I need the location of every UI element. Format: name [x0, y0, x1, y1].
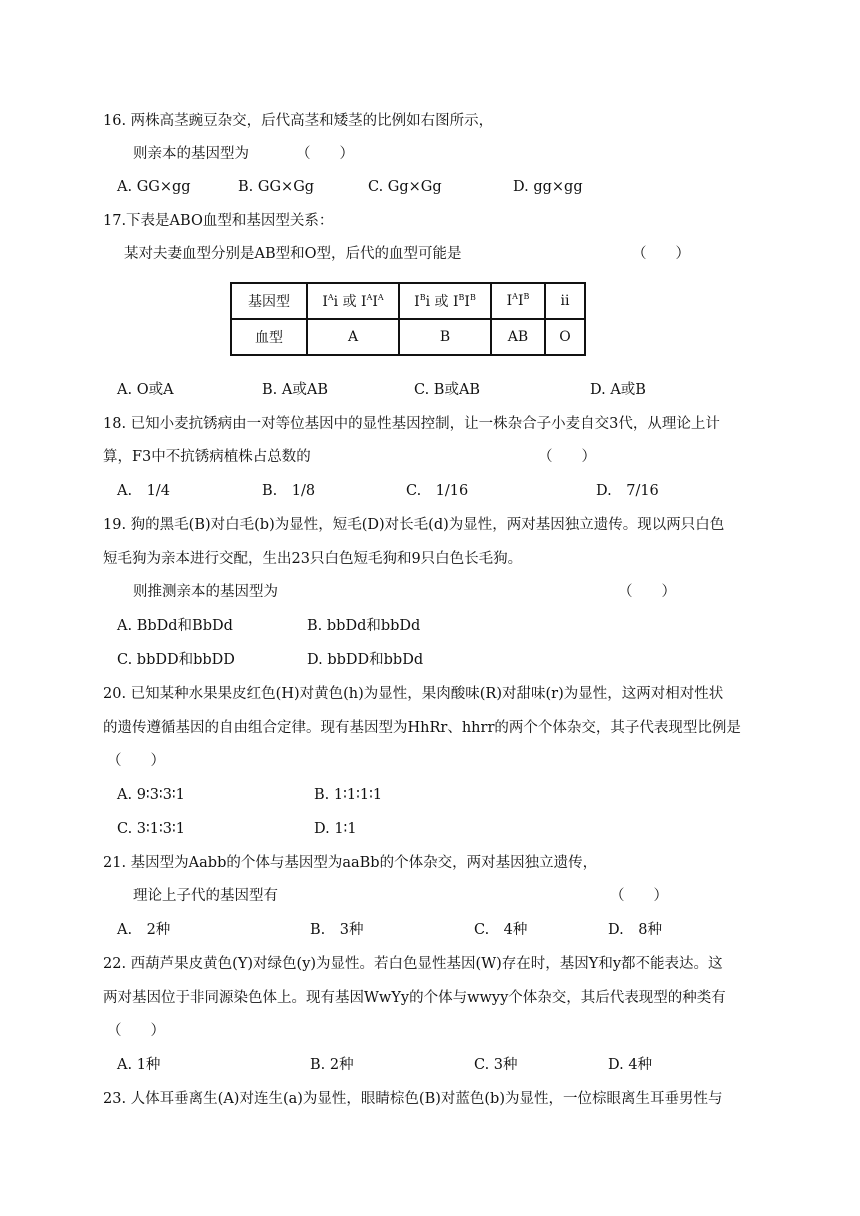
- q22-option-b[interactable]: B. 2种: [310, 1057, 354, 1073]
- q16-option-b[interactable]: B. GG×Gg: [238, 179, 315, 195]
- q22-stem: 22. 西葫芦果皮黄色(Y)对绿色(y)为显性。若白色显性基因(W)存在时，基因Y和y都不能表达。这: [103, 956, 723, 972]
- q22-option-d[interactable]: D. 4种: [608, 1057, 653, 1073]
- q22-option-c[interactable]: C. 3种: [474, 1057, 518, 1073]
- genotype-o: ii: [545, 283, 585, 319]
- q19-bracket: （ ）: [618, 584, 676, 600]
- q23-stem: 23. 人体耳垂离生(A)对连生(a)为显性，眼睛棕色(B)对蓝色(b)为显性，一位棕眼离生耳垂男性与: [103, 1091, 723, 1107]
- table-cell: O: [545, 319, 585, 355]
- q17-option-a[interactable]: A. O或A: [117, 382, 174, 398]
- q18-option-d[interactable]: D. 7/16: [596, 483, 659, 499]
- q20-option-d[interactable]: D. 1∶1: [314, 821, 357, 837]
- q18-option-a[interactable]: A. 1/4: [117, 483, 170, 499]
- q17-option-d[interactable]: D. A或B: [590, 382, 646, 398]
- q19-option-d[interactable]: D. bbDD和bbDd: [307, 652, 424, 668]
- table-header-label: 基因型: [231, 283, 307, 319]
- q16-bracket: （ ）: [296, 146, 354, 162]
- q21-option-c[interactable]: C. 4种: [474, 922, 528, 938]
- q18-stem-2: 算，F3中不抗锈病植株占总数的: [103, 449, 311, 465]
- q16-option-c[interactable]: C. Gg×Gg: [368, 179, 442, 195]
- q18-option-b[interactable]: B. 1/8: [262, 483, 316, 499]
- q19-option-a[interactable]: A. BbDd和BbDd: [117, 618, 233, 634]
- genotype-ab: $I^AI^B$: [491, 283, 545, 319]
- table-row: [231, 283, 585, 319]
- q19-stem: 19. 狗的黑毛(B)对白毛(b)为显性，短毛(D)对长毛(d)为显性，两对基因独立遗传。现以两只白色: [103, 517, 725, 533]
- q21-stem: 21. 基因型为Aabb的个体与基因型为aaBb的个体杂交，两对基因独立遗传，: [103, 855, 598, 871]
- q21-bracket: （ ）: [610, 888, 668, 904]
- q20-option-b[interactable]: B. 1∶1∶1∶1: [314, 787, 383, 803]
- q19-option-c[interactable]: C. bbDD和bbDD: [117, 652, 235, 668]
- q22-bracket: （ ）: [107, 1023, 165, 1039]
- blood-type-table: [230, 282, 586, 356]
- q17-stem: 17.下表是ABO血型和基因型关系：: [103, 213, 334, 229]
- table-row: [231, 319, 585, 355]
- q17-option-b[interactable]: B. A或AB: [262, 382, 328, 398]
- q21-option-b[interactable]: B. 3种: [310, 922, 364, 938]
- q20-option-c[interactable]: C. 3∶1∶3∶1: [117, 821, 186, 837]
- table-row-label: 血型: [231, 319, 307, 355]
- table-cell: AB: [491, 319, 545, 355]
- genotype-b: $I^Bi$ 或 $I^BI^B$: [399, 283, 491, 319]
- q20-bracket: （ ）: [107, 753, 165, 769]
- q17-option-c[interactable]: C. B或AB: [414, 382, 481, 398]
- q16-option-d[interactable]: D. gg×gg: [513, 179, 583, 195]
- q17-stem-2: 某对夫妻血型分别是AB型和O型，后代的血型可能是: [124, 246, 462, 262]
- q22-stem-2: 两对基因位于非同源染色体上。现有基因WwYy的个体与wwyy个体杂交，其后代表现型的种类有: [103, 990, 726, 1006]
- q22-option-a[interactable]: A. 1种: [117, 1057, 161, 1073]
- q18-option-c[interactable]: C. 1/16: [406, 483, 469, 499]
- q16-option-a[interactable]: A. GG×gg: [117, 179, 191, 195]
- q16-stem-2: 则亲本的基因型为: [133, 146, 249, 162]
- table-cell: A: [307, 319, 399, 355]
- q21-option-a[interactable]: A. 2种: [117, 922, 171, 938]
- q21-stem-2: 理论上子代的基因型有: [133, 888, 278, 904]
- q19-option-b[interactable]: B. bbDd和bbDd: [307, 618, 421, 634]
- genotype-a: $I^Ai$ 或 $I^AI^A$: [307, 283, 399, 319]
- q20-stem-2: 的遗传遵循基因的自由组合定律。现有基因型为HhRr、hhrr的两个个体杂交，其子代表现型比例是: [103, 720, 741, 736]
- q20-option-a[interactable]: A. 9∶3∶3∶1: [117, 787, 185, 803]
- q18-bracket: （ ）: [538, 449, 596, 465]
- q21-option-d[interactable]: D. 8种: [608, 922, 662, 938]
- table-cell: B: [399, 319, 491, 355]
- q19-stem-2: 短毛狗为亲本进行交配，生出23只白色短毛狗和9只白色长毛狗。: [103, 551, 523, 567]
- q19-stem-3: 则推测亲本的基因型为: [133, 584, 278, 600]
- q18-stem: 18. 已知小麦抗锈病由一对等位基因中的显性基因控制，让一株杂合子小麦自交3代，从理论上计: [103, 416, 720, 432]
- q20-stem: 20. 已知某种水果果皮红色(H)对黄色(h)为显性，果肉酸味(R)对甜味(r)为显性，这两对相对性状: [103, 686, 724, 702]
- q17-bracket: （ ）: [632, 246, 690, 262]
- q16-stem: 16. 两株高茎豌豆杂交，后代高茎和矮茎的比例如右图所示，: [103, 113, 494, 129]
